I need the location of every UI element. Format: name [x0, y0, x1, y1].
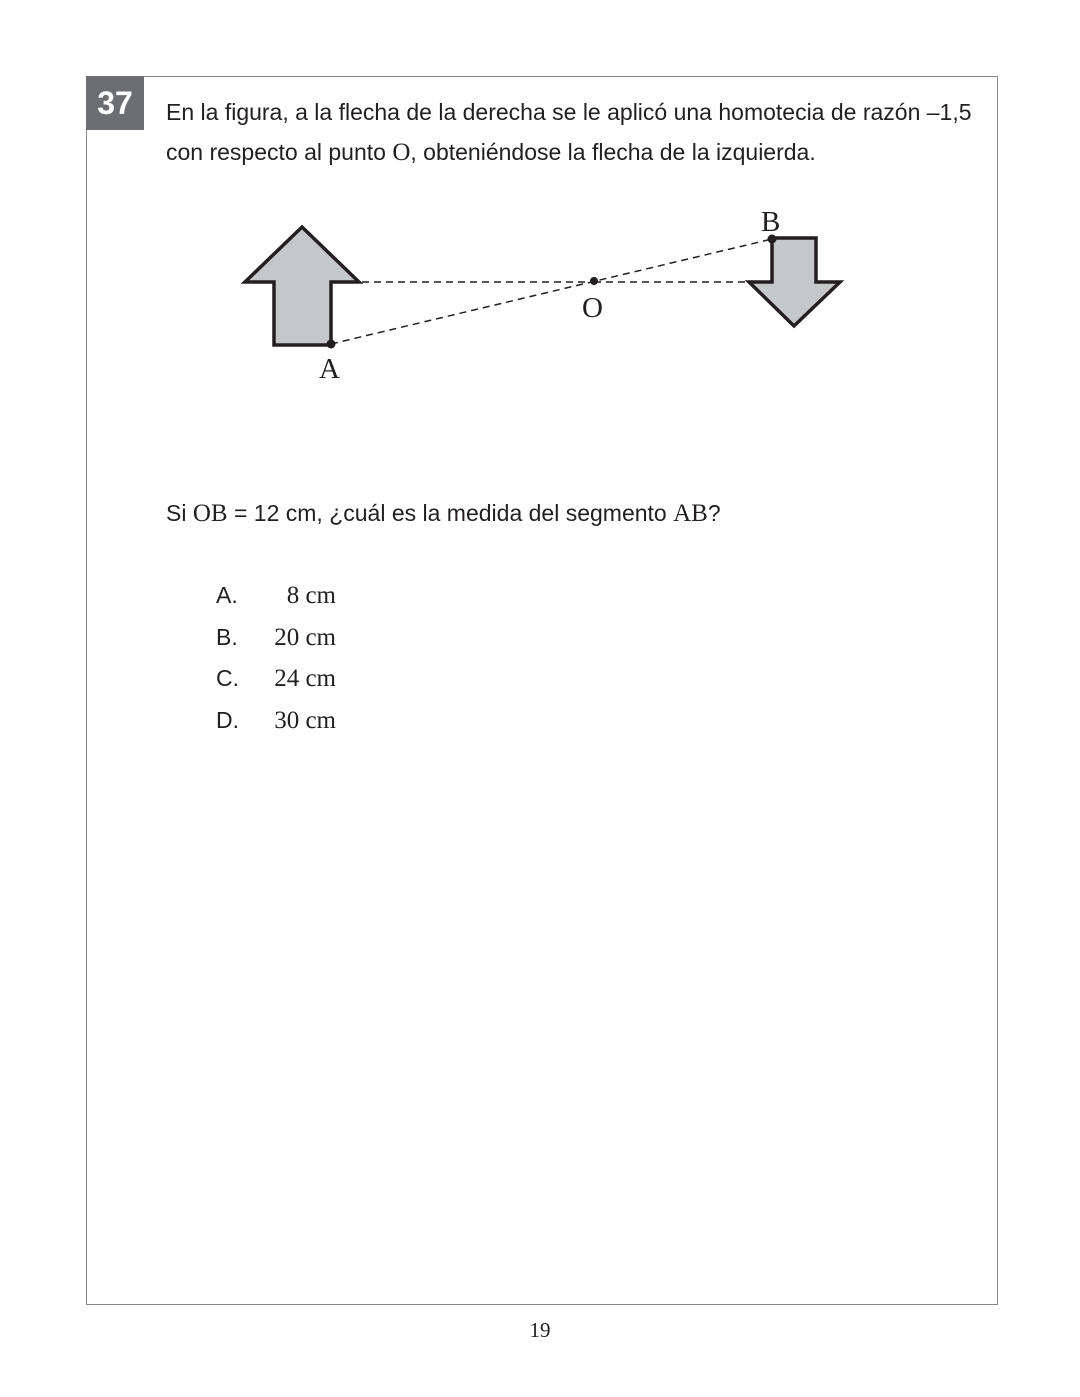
dashed-line-ab — [331, 239, 772, 344]
label-a: A — [319, 353, 340, 385]
point-a — [327, 340, 336, 349]
option-b[interactable] — [216, 624, 336, 666]
right-arrow — [749, 238, 840, 326]
homothety-figure — [0, 0, 1080, 400]
q-text-mid: = 12 cm, ¿cuál es la medida del segmento — [227, 500, 674, 526]
option-letter: D. — [216, 706, 239, 733]
option-a[interactable] — [216, 582, 336, 624]
answer-options — [216, 582, 336, 748]
left-arrow — [245, 227, 359, 345]
q-seg-ab: AB — [673, 500, 708, 527]
q-text-end: ? — [707, 500, 721, 526]
option-value: 30 cm — [274, 706, 336, 734]
option-value: 24 cm — [274, 665, 336, 692]
option-letter: A. — [216, 582, 238, 608]
option-value: 8 cm — [286, 582, 336, 609]
stem-point: O — [392, 139, 411, 166]
label-o: O — [582, 292, 603, 324]
option-value: 20 cm — [274, 623, 336, 651]
stem-text-end: , obteniéndose la flecha de la izquierda. — [410, 139, 816, 165]
q-text: Si — [166, 500, 193, 526]
label-b: B — [761, 206, 781, 238]
page-number: 19 — [529, 1318, 551, 1342]
stem-text: En la figura, a la flecha de la derecha se le aplicó una homotecia de razón –1,5 con respecto al punto — [166, 99, 972, 165]
option-letter: B. — [216, 623, 238, 650]
q-seg-ob: OB — [192, 500, 228, 527]
question-text — [166, 500, 721, 528]
option-d[interactable] — [216, 707, 336, 749]
point-o — [590, 277, 598, 285]
option-c[interactable] — [216, 665, 336, 707]
question-number: 37 — [86, 76, 144, 130]
option-letter: C. — [216, 665, 239, 691]
